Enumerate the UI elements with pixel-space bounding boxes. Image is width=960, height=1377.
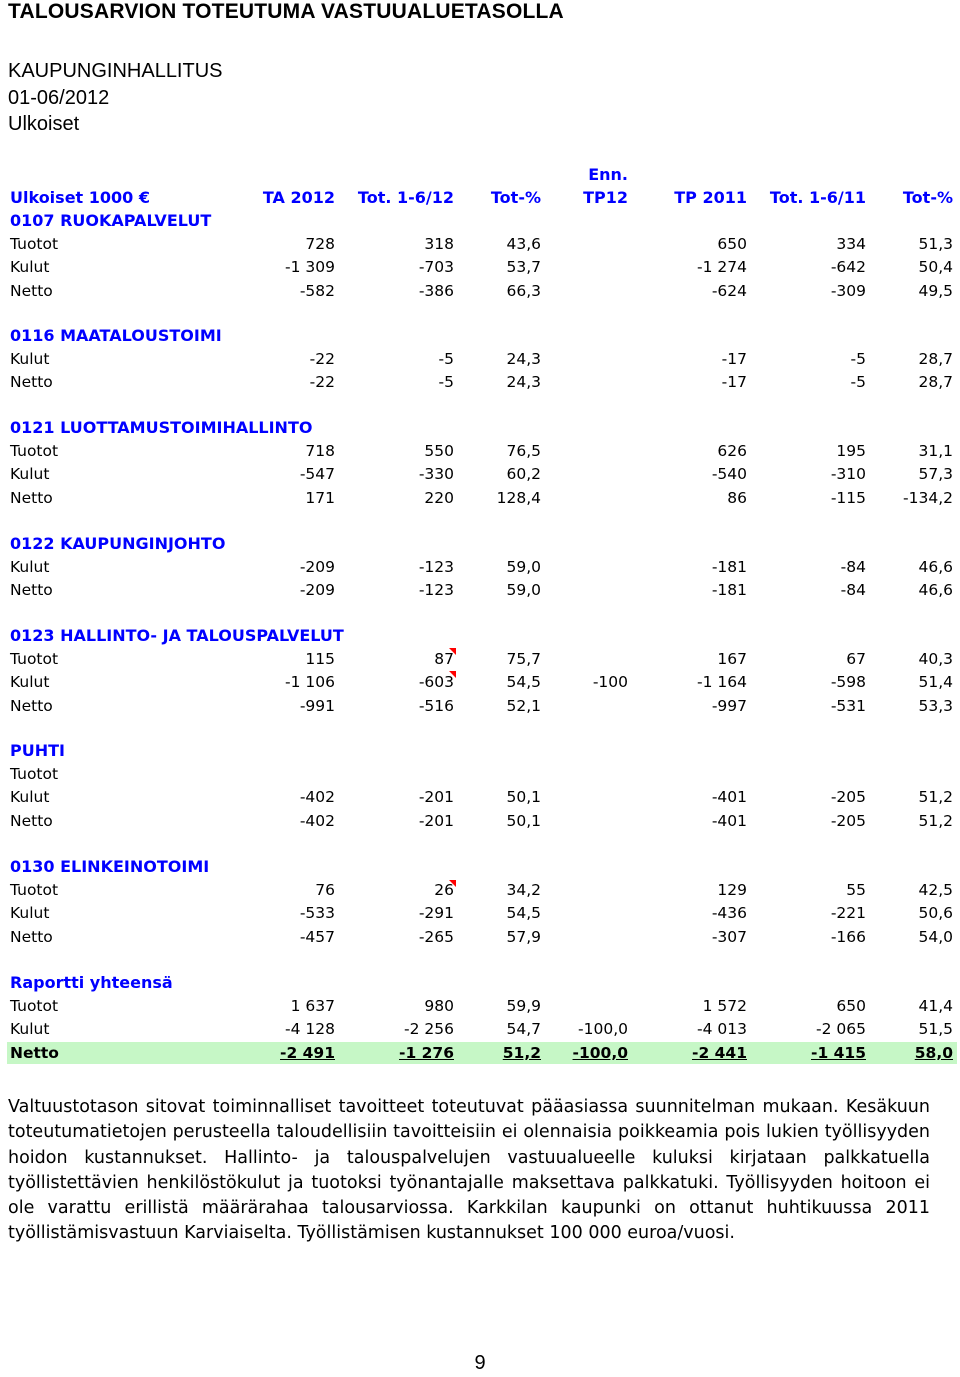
cell-value: -5 <box>850 350 866 368</box>
cell-value: -401 <box>711 811 747 830</box>
cell-value: 50,6 <box>918 904 953 923</box>
cell-value: -402 <box>299 811 335 830</box>
report-period: 01-06/2012 <box>8 87 110 109</box>
cell-value: -209 <box>299 558 335 576</box>
cell-value: -531 <box>830 696 866 715</box>
cell-value: -2 441 <box>692 1043 747 1062</box>
cell-value: -1 276 <box>399 1043 454 1062</box>
row-label: Tuotot <box>10 442 59 460</box>
cell-value: 54,5 <box>506 673 541 692</box>
cell-value: -402 <box>299 788 335 807</box>
cell-value: 59,0 <box>506 558 541 576</box>
commentary-paragraph <box>8 1095 930 1247</box>
col-header-tot-pct-2011: Tot-% <box>902 188 953 207</box>
cell-value: 28,7 <box>918 350 953 368</box>
cell-value: -330 <box>418 465 454 484</box>
cell-value: 42,5 <box>918 881 953 899</box>
cell-value: 28,7 <box>918 373 953 392</box>
row-label: Netto <box>10 488 53 507</box>
cell-value: 51,3 <box>918 235 953 253</box>
cell-value: 53,7 <box>506 258 541 277</box>
cell-value: -1 415 <box>811 1043 866 1062</box>
cell-value: -401 <box>711 788 747 807</box>
cell-value: -201 <box>418 811 454 830</box>
section-title: 0107 RUOKAPALVELUT <box>10 211 212 230</box>
cell-value: 67 <box>846 650 866 668</box>
cell-value: 718 <box>305 442 335 460</box>
cell-value: -436 <box>711 904 747 923</box>
cell-value: 51,2 <box>918 788 953 807</box>
cell-value: 87 <box>434 650 454 668</box>
cell-value: 128,4 <box>496 488 541 507</box>
cell-value: -181 <box>711 558 747 576</box>
cell-value: -221 <box>830 904 866 923</box>
col-header-tp2011: TP 2011 <box>674 188 747 207</box>
row-label: Kulut <box>10 788 50 807</box>
cell-value: 650 <box>717 235 747 253</box>
cell-value: 54,7 <box>506 1020 541 1039</box>
cell-value: 980 <box>424 997 454 1015</box>
cell-value: 46,6 <box>918 558 953 576</box>
cell-value: -997 <box>711 696 747 715</box>
cell-value: 86 <box>727 488 747 507</box>
cell-value: -2 491 <box>280 1043 335 1062</box>
cell-value: -205 <box>830 788 866 807</box>
row-label: Kulut <box>10 1020 50 1039</box>
cell-value: 40,3 <box>918 650 953 668</box>
row-label: Tuotot <box>10 650 59 668</box>
section-title: PUHTI <box>10 741 65 760</box>
row-label: Kulut <box>10 465 50 484</box>
row-label: Netto <box>10 581 53 600</box>
section-title: 0130 ELINKEINOTOIMI <box>10 857 210 876</box>
col-header-label: Ulkoiset 1000 € <box>10 188 150 207</box>
page-number: 9 <box>474 1352 486 1374</box>
cell-value: -1 164 <box>697 673 747 692</box>
cell-value: 49,5 <box>918 281 953 300</box>
cell-value: 50,4 <box>918 258 953 277</box>
section-title: 0121 LUOTTAMUSTOIMIHALLINTO <box>10 418 313 437</box>
cell-value: 1 572 <box>702 997 747 1015</box>
row-label: Kulut <box>10 258 50 277</box>
cell-value: -991 <box>299 696 335 715</box>
cell-value: 50,1 <box>506 811 541 830</box>
cell-value: 26 <box>434 881 454 899</box>
cell-value: -516 <box>418 696 454 715</box>
row-label: Netto <box>10 927 53 946</box>
cell-value: -100 <box>592 673 628 692</box>
cell-value: 53,3 <box>918 696 953 715</box>
row-label: Netto <box>10 696 53 715</box>
cell-value: -1 106 <box>285 673 335 692</box>
cell-value: -166 <box>830 927 866 946</box>
cell-value: -309 <box>830 281 866 300</box>
report-scope: Ulkoiset <box>8 113 80 135</box>
cell-value: 34,2 <box>506 881 541 899</box>
cell-value: -291 <box>418 904 454 923</box>
cell-value: 334 <box>836 235 866 253</box>
cell-value: 167 <box>717 650 747 668</box>
cell-value: 75,7 <box>506 650 541 668</box>
cell-value: -457 <box>299 927 335 946</box>
cell-value: -123 <box>418 581 454 600</box>
cell-value: -603 <box>418 673 454 692</box>
cell-value: -547 <box>299 465 335 484</box>
cell-value: 626 <box>717 442 747 460</box>
cell-value: -307 <box>711 927 747 946</box>
row-label: Tuotot <box>10 765 59 783</box>
cell-value: 115 <box>305 650 335 668</box>
cell-value: 41,4 <box>918 997 953 1015</box>
cell-value: 129 <box>717 881 747 899</box>
comment-marker <box>449 671 456 678</box>
row-label: Netto <box>10 1043 59 1062</box>
cell-value: -386 <box>418 281 454 300</box>
comment-marker <box>449 648 456 655</box>
row-label: Kulut <box>10 350 50 368</box>
row-label: Kulut <box>10 673 50 692</box>
row-label: Kulut <box>10 558 50 576</box>
organization-name: KAUPUNGINHALLITUS <box>8 60 223 82</box>
cell-value: 195 <box>836 442 866 460</box>
col-header-tp12: TP12 <box>583 188 628 207</box>
section-title: 0122 KAUPUNGINJOHTO <box>10 534 226 553</box>
cell-value: 171 <box>305 488 335 507</box>
cell-value: -624 <box>711 281 747 300</box>
page-title: TALOUSARVION TOTEUTUMA VASTUUALUETASOLLA <box>8 0 564 23</box>
commentary-text: Valtuustotason sitovat toiminnalliset tavoitteet toteutuvat pääasiassa suunnitelman mukaan. Kesäkuun toteutumatietojen perusteella taloudellisiin tavoitteisiin ei olennaisia poikkeamia pois lukien työllisyyden hoidon kustannukset. Hallinto- ja talouspalvelujen vastuualueelle kuluksi kirjataan palkkatuella työllistettävien henkilöstökulut ja tuotoksi työnantajalle maksettava palkkatuki. Työllisyyden hoitoon ei ole varattu erillistä määrärahaa talousarviossa. Karkkilan kaupunki on ottanut huhtikuussa 2011 työllistämisvastuun Karviaiselta. Työllistämisen kustannukset 100 000 euroa/vuosi. <box>8 1097 930 1244</box>
cell-value: 318 <box>424 235 454 253</box>
cell-value: -134,2 <box>903 488 953 507</box>
cell-value: 728 <box>305 235 335 253</box>
cell-value: 59,9 <box>506 997 541 1015</box>
cell-value: 51,4 <box>918 673 953 692</box>
cell-value: 24,3 <box>506 350 541 368</box>
cell-value: -209 <box>299 581 335 600</box>
cell-value: 76 <box>315 881 335 899</box>
cell-value: -598 <box>830 673 866 692</box>
section-title: 0116 MAATALOUSTOIMI <box>10 326 222 345</box>
cell-value: -2 065 <box>816 1020 866 1039</box>
cell-value: -22 <box>309 373 335 392</box>
cell-value: -1 274 <box>697 258 747 277</box>
row-label: Netto <box>10 281 53 300</box>
col-header-tot-pct: Tot-% <box>490 188 541 207</box>
row-label: Netto <box>10 373 53 392</box>
cell-value: -4 013 <box>697 1020 747 1039</box>
col-header-enn-top: Enn. <box>588 165 628 184</box>
section-title: 0123 HALLINTO- JA TALOUSPALVELUT <box>10 626 344 645</box>
cell-value: -5 <box>438 373 454 392</box>
cell-value: -540 <box>711 465 747 484</box>
cell-value: -84 <box>840 558 866 576</box>
cell-value: 1 637 <box>290 997 335 1015</box>
cell-value: 51,5 <box>918 1020 953 1039</box>
cell-value: -205 <box>830 811 866 830</box>
cell-value: 59,0 <box>506 581 541 600</box>
cell-value: -201 <box>418 788 454 807</box>
cell-value: 550 <box>424 442 454 460</box>
cell-value: 220 <box>424 488 454 507</box>
cell-value: -123 <box>418 558 454 576</box>
cell-value: -642 <box>830 258 866 277</box>
cell-value: -5 <box>850 373 866 392</box>
col-header-tot-1-6-11: Tot. 1-6/11 <box>769 188 866 207</box>
cell-value: 55 <box>846 881 866 899</box>
cell-value: 50,1 <box>506 788 541 807</box>
cell-value: -582 <box>299 281 335 300</box>
cell-value: 46,6 <box>918 581 953 600</box>
row-label: Netto <box>10 811 53 830</box>
cell-value: 57,3 <box>918 465 953 484</box>
cell-value: 650 <box>836 997 866 1015</box>
row-label: Tuotot <box>10 881 59 899</box>
section-title: Raportti yhteensä <box>10 973 173 992</box>
cell-value: 76,5 <box>506 442 541 460</box>
cell-value: 66,3 <box>506 281 541 300</box>
cell-value: 31,1 <box>918 442 953 460</box>
cell-value: -100,0 <box>578 1020 628 1039</box>
cell-value: -1 309 <box>285 258 335 277</box>
cell-value: 52,1 <box>506 696 541 715</box>
cell-value: 24,3 <box>506 373 541 392</box>
cell-value: 51,2 <box>918 811 953 830</box>
cell-value: -310 <box>830 465 866 484</box>
cell-value: 51,2 <box>502 1043 541 1062</box>
cell-value: 54,0 <box>918 927 953 946</box>
cell-value: -17 <box>721 373 747 392</box>
cell-value: -703 <box>418 258 454 277</box>
col-header-tot-1-6-12: Tot. 1-6/12 <box>357 188 454 207</box>
cell-value: -2 256 <box>404 1020 454 1039</box>
col-header-ta2012: TA 2012 <box>262 188 335 207</box>
cell-value: -4 128 <box>285 1020 335 1039</box>
cell-value: -17 <box>721 350 747 368</box>
cell-value: -533 <box>299 904 335 923</box>
cell-value: 60,2 <box>506 465 541 484</box>
row-label: Tuotot <box>10 997 59 1015</box>
cell-value: -5 <box>438 350 454 368</box>
row-label: Kulut <box>10 904 50 923</box>
cell-value: -265 <box>418 927 454 946</box>
comment-marker <box>449 880 456 887</box>
cell-value: 58,0 <box>914 1043 953 1062</box>
row-label: Tuotot <box>10 235 59 253</box>
cell-value: 43,6 <box>506 235 541 253</box>
cell-value: -181 <box>711 581 747 600</box>
cell-value: -84 <box>840 581 866 600</box>
cell-value: -100,0 <box>572 1043 628 1062</box>
cell-value: 54,5 <box>506 904 541 923</box>
cell-value: -115 <box>830 488 866 507</box>
cell-value: -22 <box>309 350 335 368</box>
cell-value: 57,9 <box>506 927 541 946</box>
